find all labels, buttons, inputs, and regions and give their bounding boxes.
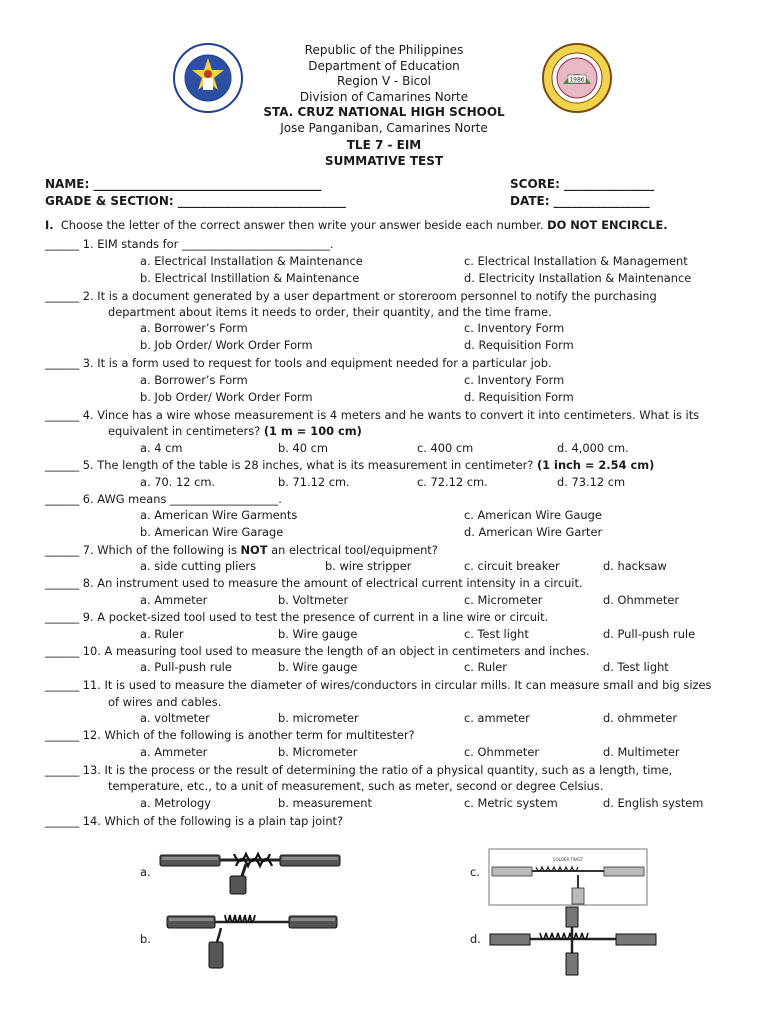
q12-option-b: b. Micrometer	[278, 745, 358, 759]
q6-option-a: a. American Wire Garments	[140, 508, 298, 522]
q7-stem-pre: ______ 7. Which of the following is	[45, 543, 237, 557]
school-address: Jose Panganiban, Camarines Norte	[280, 120, 488, 135]
section-number: I.	[45, 218, 54, 232]
joint-b-illustration	[165, 912, 339, 970]
q3-option-d: d. Requisition Form	[464, 390, 574, 404]
q5-option-c: c. 72.12 cm.	[417, 475, 488, 489]
joint-d-illustration	[488, 905, 658, 977]
q4-hint: (1 m = 100 cm)	[263, 424, 362, 438]
question-1: ______ 1. EIM stands for __________________________.	[45, 237, 334, 251]
q2-option-a: a. Borrower’s Form	[140, 321, 248, 335]
q4-option-d: d. 4,000 cm.	[557, 441, 629, 455]
q4-option-b: b. 40 cm	[278, 441, 328, 455]
q6-option-d: d. American Wire Garter	[464, 525, 603, 539]
svg-text:1986: 1986	[569, 76, 585, 84]
q10-option-d: d. Test light	[603, 660, 669, 674]
q10-option-c: c. Ruler	[464, 660, 507, 674]
q4-option-a: a. 4 cm	[140, 441, 183, 455]
q14-option-a-label: a.	[140, 865, 151, 879]
q6-option-b: b. American Wire Garage	[140, 525, 284, 539]
q4-cont-text: equivalent in centimeters?	[108, 424, 261, 438]
q2-option-c: c. Inventory Form	[464, 321, 565, 335]
q5-hint: (1 inch = 2.54 cm)	[536, 458, 655, 472]
question-12: ______ 12. Which of the following is another term for multitester?	[45, 728, 415, 742]
q9-option-b: b. Wire gauge	[278, 627, 358, 641]
q3-option-c: c. Inventory Form	[464, 373, 565, 387]
q11-option-a: a. voltmeter	[140, 711, 210, 725]
q1-option-c: c. Electrical Installation & Management	[464, 254, 688, 268]
q7-option-b: b. wire stripper	[325, 559, 412, 573]
q14-option-d-label: d.	[470, 932, 481, 946]
question-4-continued	[108, 424, 362, 438]
grade-section-field[interactable]: GRADE & SECTION: ____________________________	[45, 194, 346, 208]
question-6: ______ 6. AWG means ___________________.	[45, 492, 282, 506]
q7-option-d: d. hacksaw	[603, 559, 667, 573]
q2-option-d: d. Requisition Form	[464, 338, 574, 352]
subject-title: TLE 7 - EIM	[346, 138, 422, 152]
question-11-continued: of wires and cables.	[108, 695, 222, 709]
q7-option-a: a. side cutting pliers	[140, 559, 257, 573]
q5-option-d: d. 73.12 cm	[557, 475, 626, 489]
q13-option-b: b. measurement	[278, 796, 372, 810]
q6-option-c: c. American Wire Gauge	[464, 508, 602, 522]
school-name: STA. CRUZ NATIONAL HIGH SCHOOL	[263, 105, 505, 119]
letterhead	[0, 43, 768, 136]
q8-option-b: b. Voltmeter	[278, 593, 349, 607]
summative-title: SUMMATIVE TEST	[324, 153, 444, 168]
q1-option-d: d. Electricity Installation & Maintenance	[464, 271, 692, 285]
q1-option-a: a. Electrical Installation & Maintenance	[140, 254, 363, 268]
q11-option-c: c. ammeter	[464, 711, 530, 725]
header-republic: Republic of the Philippines	[304, 43, 464, 57]
name-field[interactable]: NAME: ______________________________________	[45, 177, 322, 191]
q9-option-c: c. Test light	[464, 627, 529, 641]
q8-option-d: d. Ohmmeter	[603, 593, 680, 607]
q8-option-c: c. Micrometer	[464, 593, 543, 607]
q3-option-a: a. Borrower’s Form	[140, 373, 248, 387]
question-9: ______ 9. A pocket-sized tool used to test the presence of current in a line wire or circuit.	[45, 610, 549, 624]
q7-stem-post: an electrical tool/equipment?	[271, 543, 438, 557]
header-department: Department of Education	[308, 58, 460, 73]
q12-option-a: a. Ammeter	[140, 745, 208, 759]
header-division: Division of Camarines Norte	[299, 89, 469, 104]
q10-option-a: a. Pull-push rule	[140, 660, 232, 674]
date-field[interactable]: DATE: ________________	[510, 194, 650, 208]
question-4: ______ 4. Vince has a wire whose measurement is 4 meters and he wants to convert it into centimeters. What is its	[45, 408, 700, 422]
q3-option-b: b. Job Order/ Work Order Form	[140, 390, 313, 404]
q5-option-b: b. 71.12 cm.	[278, 475, 350, 489]
q9-option-d: d. Pull-push rule	[603, 627, 696, 641]
q11-option-d: d. ohmmeter	[603, 711, 678, 725]
question-14: ______ 14. Which of the following is a plain tap joint?	[45, 814, 344, 828]
q12-option-c: c. Ohmmeter	[464, 745, 540, 759]
joint-a-illustration	[158, 846, 342, 896]
question-13: ______ 13. It is the process or the result of determining the ratio of a physical quantity, such as a length, time,	[45, 763, 673, 777]
q13-option-a: a. Metrology	[140, 796, 212, 810]
q13-option-c: c. Metric system	[464, 796, 558, 810]
question-8: ______ 8. An instrument used to measure the amount of electrical current intensity in a circuit.	[45, 576, 583, 590]
instructions	[45, 218, 668, 232]
q13-option-d: d. English system	[603, 796, 704, 810]
q2-option-b: b. Job Order/ Work Order Form	[140, 338, 313, 352]
question-2-continued: department about items it needs to order, their quantity, and the time frame.	[108, 305, 552, 319]
q5-option-a: a. 70. 12 cm.	[140, 475, 216, 489]
question-5	[45, 458, 654, 472]
joint-c-illustration	[488, 848, 648, 906]
q11-option-b: b. micrometer	[278, 711, 359, 725]
q10-option-b: b. Wire gauge	[278, 660, 358, 674]
q8-option-a: a. Ammeter	[140, 593, 208, 607]
score-field[interactable]: SCORE: _______________	[510, 177, 655, 191]
svg-text:SOLDER TWIST: SOLDER TWIST	[552, 857, 584, 862]
q7-option-c: c. circuit breaker	[464, 559, 560, 573]
question-10: ______ 10. A measuring tool used to measure the length of an object in centimeters and inches.	[45, 644, 590, 658]
q7-stem-bold: NOT	[240, 543, 268, 557]
question-11: ______ 11. It is used to measure the diameter of wires/conductors in circular mills. It can measure small and big sizes	[45, 678, 712, 692]
question-13-continued: temperature, etc., to a unit of measurement, such as meter, second or degree Celsius.	[108, 779, 604, 793]
question-2: ______ 2. It is a document generated by a user department or storeroom personnel to notify the purchasing	[45, 289, 657, 303]
test-title	[0, 138, 768, 169]
instructions-emphasis: DO NOT ENCIRCLE.	[547, 218, 668, 232]
question-7	[45, 543, 438, 557]
q14-option-b-label: b.	[140, 932, 151, 946]
q5-stem: ______ 5. The length of the table is 28 inches, what is its measurement in centimeter?	[45, 458, 534, 472]
q4-option-c: c. 400 cm	[417, 441, 474, 455]
header-region: Region V - Bicol	[337, 74, 431, 88]
instructions-text: Choose the letter of the correct answer then write your answer beside each number.	[60, 218, 544, 232]
q14-option-c-label: c.	[470, 865, 480, 879]
q12-option-d: d. Multimeter	[603, 745, 680, 759]
question-3: ______ 3. It is a form used to request for tools and equipment needed for a particular job.	[45, 356, 552, 370]
q1-option-b: b. Electrical Instillation & Maintenance	[140, 271, 360, 285]
q9-option-a: a. Ruler	[140, 627, 184, 641]
